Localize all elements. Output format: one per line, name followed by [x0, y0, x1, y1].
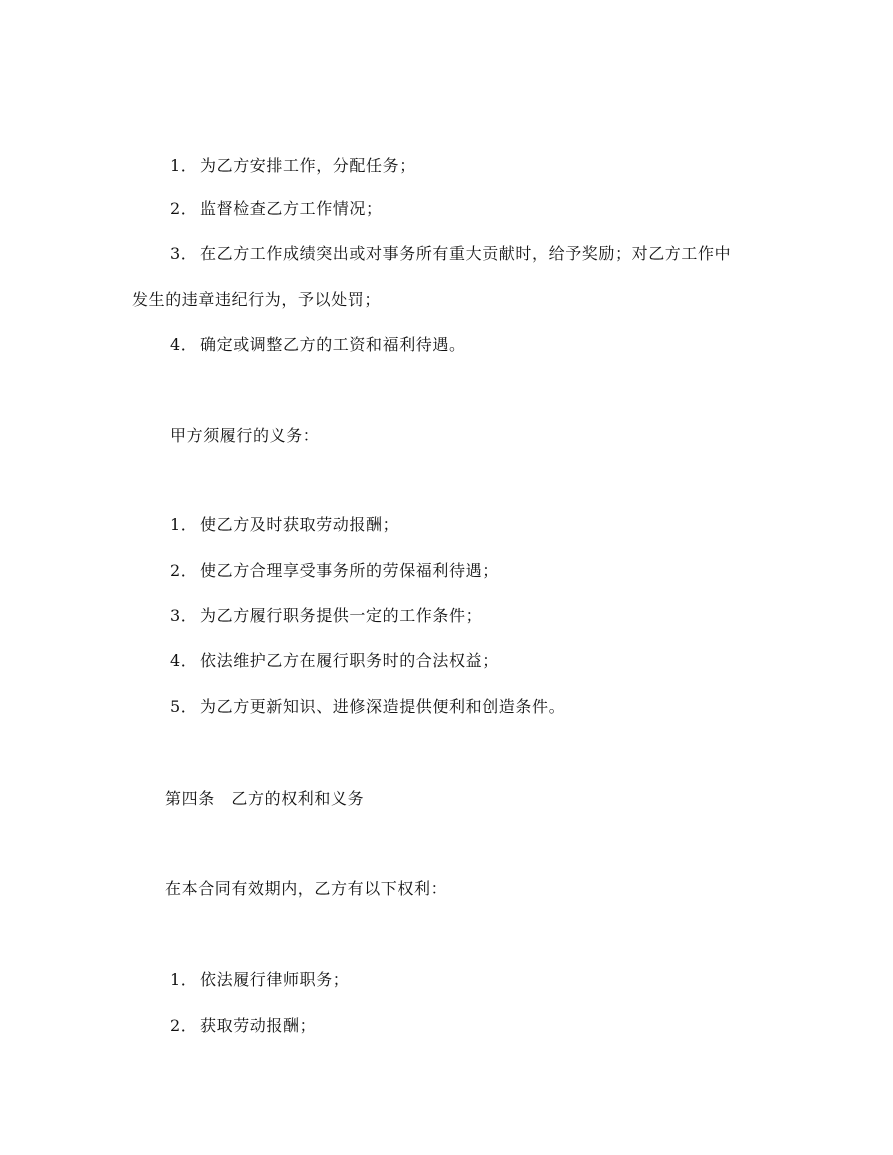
list-number: 1．: [170, 515, 198, 534]
list-item-continuation: [132, 290, 381, 310]
list-text: 确定或调整乙方的工资和福利待遇。: [200, 335, 466, 354]
list-item: [170, 970, 349, 990]
list-item: [170, 244, 731, 264]
list-number: 1．: [170, 156, 198, 175]
list-number: 2．: [170, 561, 198, 580]
list-number: 3．: [170, 606, 198, 625]
list-item: [170, 1016, 316, 1036]
list-number: 3．: [170, 244, 198, 263]
list-text: 依法履行律师职务；: [200, 970, 350, 989]
list-number: 5．: [170, 697, 198, 716]
list-text: 为乙方履行职务提供一定的工作条件；: [200, 606, 483, 625]
list-item: [170, 606, 482, 626]
list-text: 为乙方安排工作，分配任务；: [200, 156, 416, 175]
list-number: 4．: [170, 335, 198, 354]
list-text: 监督检查乙方工作情况；: [200, 199, 383, 218]
list-number: 4．: [170, 651, 198, 670]
list-item: [170, 697, 565, 717]
list-number: 1．: [170, 970, 198, 989]
list-number: 2．: [170, 1016, 198, 1035]
list-text: 发生的违章违纪行为，予以处罚；: [132, 290, 382, 309]
list-item: [170, 515, 399, 535]
list-item: [170, 156, 416, 176]
list-text: 使乙方及时获取劳动报酬；: [200, 515, 400, 534]
list-item: [170, 561, 499, 581]
list-item: [170, 651, 499, 671]
list-item: [170, 199, 383, 219]
paragraph: 在本合同有效期内，乙方有以下权利：: [165, 879, 448, 898]
list-text: 在乙方工作成绩突出或对事务所有重大贡献时，给予奖励；对乙方工作中: [200, 244, 732, 263]
article-title: 第四条 乙方的权利和义务: [165, 789, 365, 808]
section-heading: 甲方须履行的义务：: [170, 426, 320, 445]
list-number: 2．: [170, 199, 198, 218]
list-item: [170, 335, 466, 355]
list-text: 使乙方合理享受事务所的劳保福利待遇；: [200, 561, 499, 580]
list-text: 为乙方更新知识、进修深造提供便利和创造条件。: [200, 697, 566, 716]
list-text: 获取劳动报酬；: [200, 1016, 317, 1035]
list-text: 依法维护乙方在履行职务时的合法权益；: [200, 651, 499, 670]
